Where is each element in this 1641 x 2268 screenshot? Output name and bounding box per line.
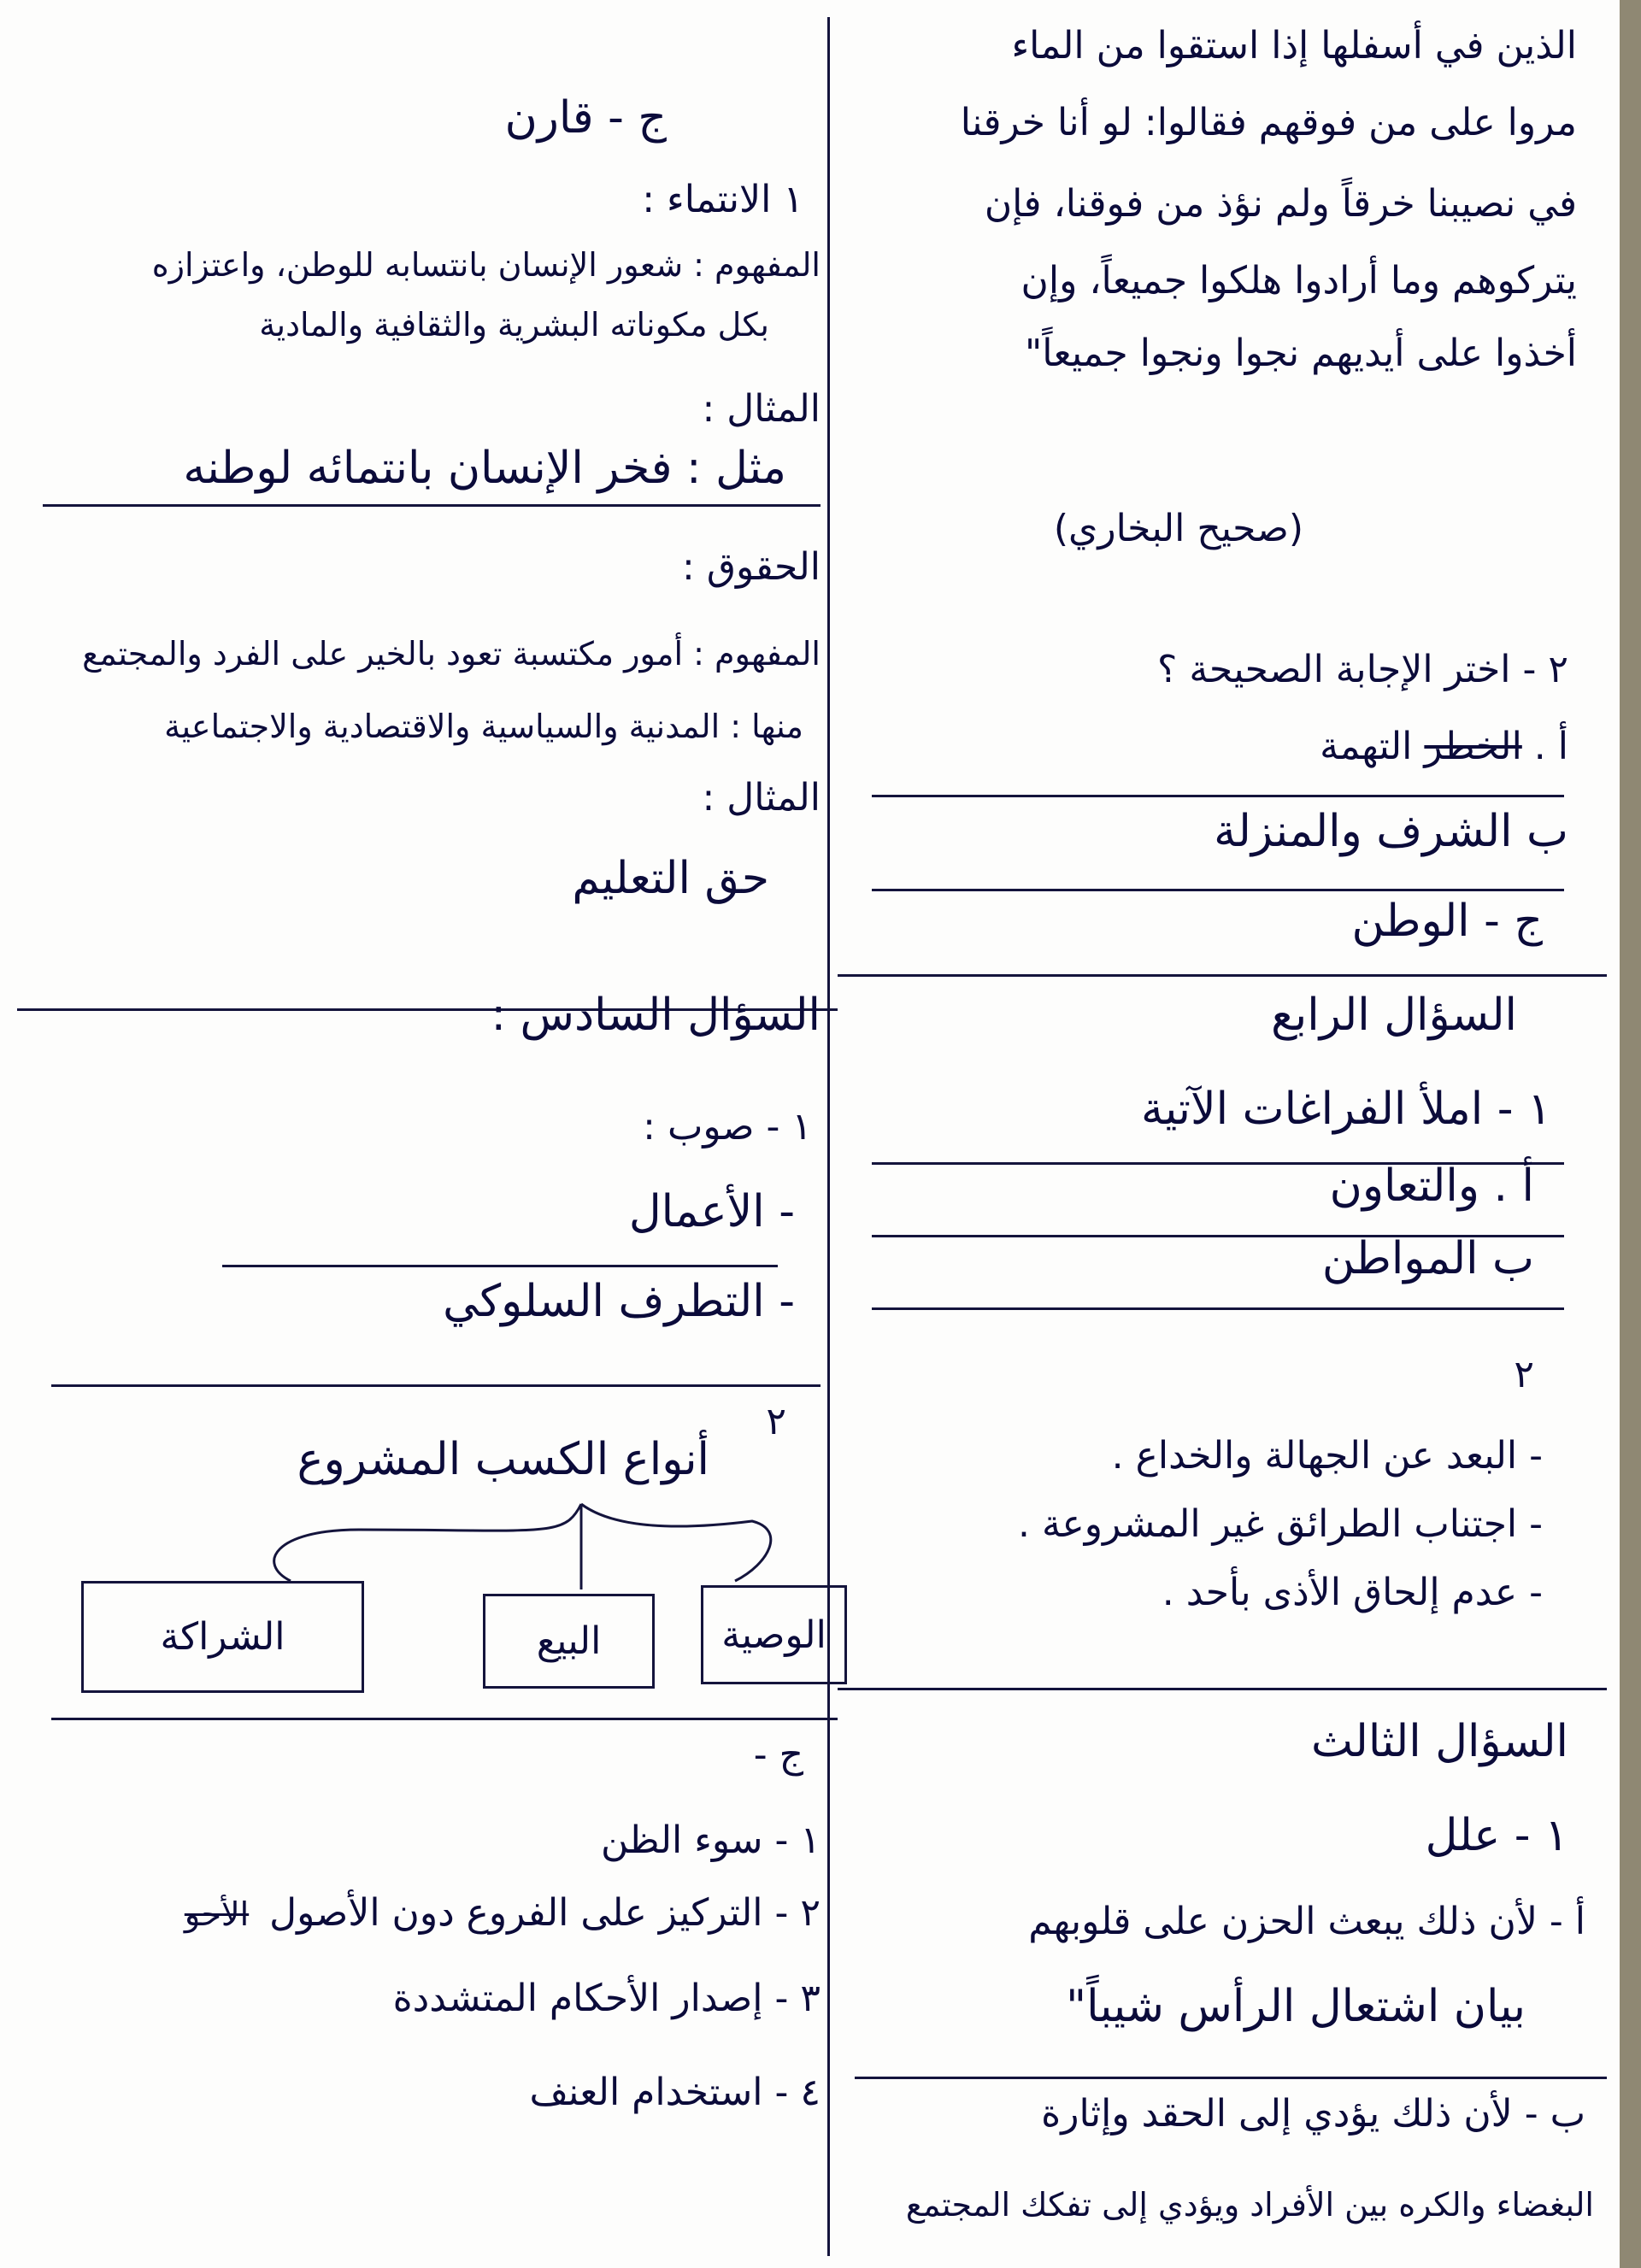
rights-definition-1: المفهوم : أمور مكتسبة تعود بالخير على الفرد والمجتمع — [82, 635, 820, 673]
q6-correct-a: - الأعمال — [628, 1186, 795, 1237]
belonging-definition-1: المفهوم : شعور الإنسان بانتسابه للوطن، واعتزازه — [151, 246, 820, 284]
rule — [51, 1718, 838, 1720]
rule — [872, 889, 1564, 891]
q6-part3-item-4: ٤ - استخدام العنف — [529, 2071, 820, 2114]
hadith-line-2: مروا على من فوقهم فقالوا: لو أنا خرقنا — [960, 101, 1577, 144]
choose-option-a — [1320, 726, 1568, 767]
rule — [838, 1688, 1607, 1690]
compare-mark: ج - قارن — [504, 92, 667, 144]
rule — [872, 795, 1564, 797]
q4-fill-b: ب المواطن — [1321, 1233, 1534, 1284]
choose-a-text: التهمة — [1320, 725, 1413, 768]
rule — [838, 974, 1607, 977]
q6-title: السؤال السادس : — [491, 990, 820, 1041]
rights-example-label: المثال : — [702, 776, 820, 820]
belonging-title: ١ الانتماء : — [642, 178, 803, 221]
q4-fill-instruction: ١ - املأ الفراغات الآتية — [1140, 1084, 1551, 1135]
q3-title: السؤال الثالث — [1310, 1716, 1568, 1767]
q4-part2-mark: ٢ — [1514, 1353, 1534, 1396]
rule — [222, 1265, 778, 1267]
right-column — [838, 0, 1603, 2268]
hadith-source: (صحيح البخاري) — [1053, 507, 1303, 550]
rights-example: حق التعليم — [572, 853, 769, 904]
belonging-definition-2: بكل مكوناته البشرية والثقافية والمادية — [259, 306, 769, 344]
q6-part2-mark: ٢ — [766, 1400, 786, 1443]
rights-definition-2: منها : المدنية والسياسية والاقتصادية والاجتماعية — [164, 708, 803, 745]
rule — [51, 1384, 820, 1387]
diagram-box-sale: البيع — [483, 1594, 655, 1689]
choose-a-crossed: الخطر — [1424, 725, 1522, 768]
q6-correct-b: - التطرف السلوكي — [443, 1276, 795, 1327]
belonging-example: مثل : فخر الإنسان بانتمائه لوطنه — [183, 443, 786, 494]
q4-title: السؤال الرابع — [1271, 990, 1517, 1041]
diagram-box-will: الوصية — [701, 1585, 847, 1684]
q6-part3-crossed: الأحو — [184, 1895, 250, 1933]
hadith-line-1: الذين في أسفلها إذا استقوا من الماء — [1011, 24, 1577, 68]
q6-part3-item-1: ١ - سوء الظن — [601, 1819, 820, 1862]
q3-answer-b-line2: البغضاء والكره بين الأفراد ويؤدي إلى تفكك المجتمع — [905, 2186, 1594, 2224]
q3-answer-b-line1: ب - لأن ذلك يؤدي إلى الحقد وإثارة — [1041, 2092, 1585, 2136]
choose-option-c: ج - الوطن — [1351, 896, 1543, 947]
choose-question: ٢ - اختر الإجابة الصحيحة ؟ — [1157, 648, 1568, 691]
q4-fill-a: أ . والتعاون — [1329, 1160, 1534, 1212]
hadith-line-4: يتركوهم وما أرادوا هلكوا جميعاً، وإن — [1020, 259, 1577, 303]
belonging-example-label: المثال : — [702, 387, 820, 431]
q6-part3-mark: ج - — [753, 1733, 803, 1777]
diagram-box-partnership: الشراكة — [81, 1581, 364, 1693]
column-divider — [827, 17, 830, 2256]
rule — [855, 2077, 1607, 2079]
rule — [43, 504, 820, 507]
q4-part2-item: - البعد عن الجهالة والخداع . — [1111, 1434, 1543, 1478]
rights-title: الحقوق : — [682, 545, 820, 589]
q3-answer-a-line1: أ - لأن ذلك يبعث الحزن على قلوبهم — [1028, 1900, 1585, 1943]
q6-part3-item-2-text: ٢ - التركيز على الفروع دون الأصول — [269, 1891, 820, 1935]
choose-option-b: ب الشرف والمنزلة — [1214, 806, 1568, 857]
choose-a-prefix: أ . — [1533, 725, 1568, 768]
hadith-line-3: في نصيبنا خرقاً ولم نؤذ من فوقنا، فإن — [984, 182, 1577, 226]
q4-part2-item: - عدم إلحاق الأذى بأحد . — [1162, 1571, 1543, 1614]
q6-part2-title: أنواع الكسب المشروع — [297, 1434, 709, 1485]
q4-part2-item: - اجتناب الطرائق غير المشروعة . — [1017, 1502, 1543, 1546]
rule — [872, 1307, 1564, 1310]
left-column — [17, 0, 826, 2268]
q6-part3-item-3: ٣ - إصدار الأحكام المتشددة — [392, 1977, 820, 2020]
q3-subtitle: ١ - علل — [1425, 1810, 1568, 1861]
q3-answer-a-line2: بيان اشتعال الرأس شيباً" — [1066, 1981, 1526, 2032]
q6-part3-item-2 — [185, 1893, 820, 1934]
hadith-line-5: أخذوا على أيديهم نجوا ونجوا جميعاً" — [1024, 332, 1577, 375]
q6-correct-label: ١ - صوب : — [643, 1105, 812, 1149]
